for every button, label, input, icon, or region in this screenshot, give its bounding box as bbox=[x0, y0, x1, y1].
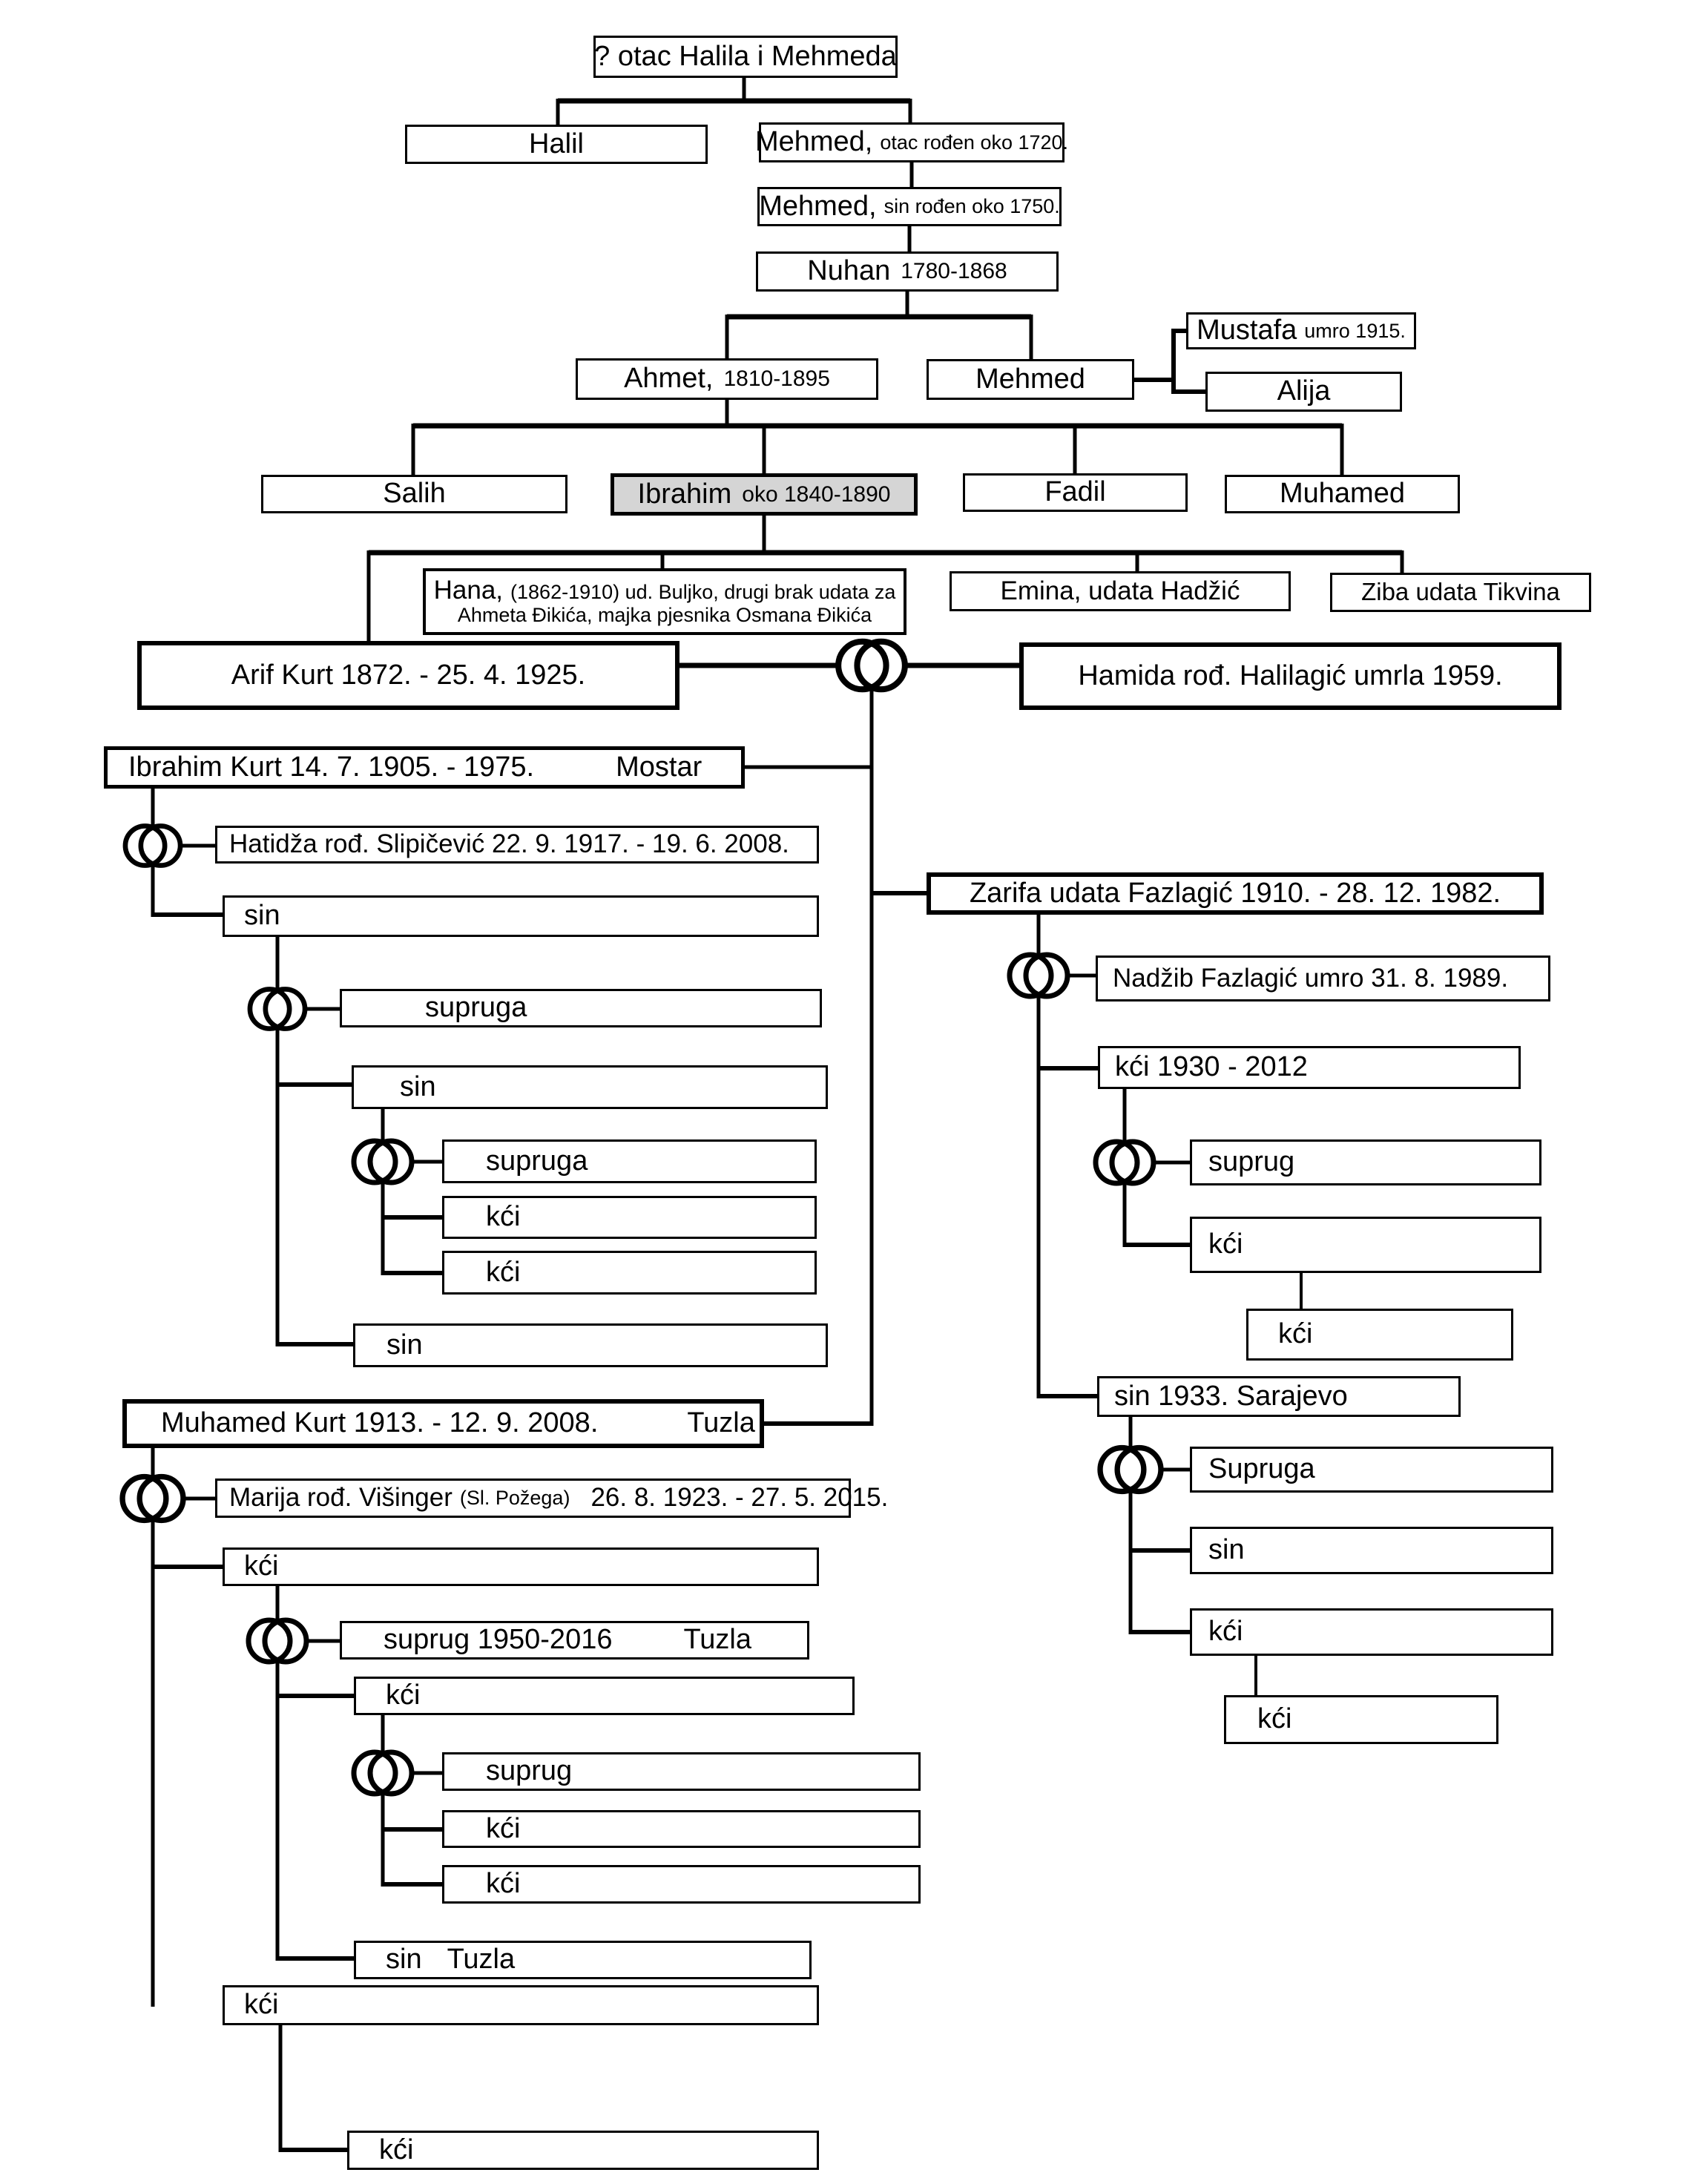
marriage-rings-icon bbox=[1096, 1142, 1154, 1183]
person-nuhan bbox=[756, 251, 1059, 292]
person-name: Mustafa bbox=[1197, 315, 1297, 346]
person-label: kći bbox=[1208, 1616, 1243, 1648]
person-label: Salih bbox=[383, 478, 446, 510]
person-halil bbox=[405, 125, 708, 164]
person-label: Zarifa udata Fazlagić 1910. - 28. 12. 1982. bbox=[969, 877, 1501, 909]
person-mehmed-sin bbox=[757, 187, 1062, 226]
person-zarifa bbox=[927, 872, 1544, 915]
person-kci-a bbox=[442, 1196, 817, 1239]
person-label: kći bbox=[1257, 1703, 1292, 1735]
person-detail: otac rođen oko 1720. bbox=[880, 131, 1069, 154]
person-name: Mehmed, bbox=[754, 126, 873, 158]
person-label: sin 1933. Sarajevo bbox=[1114, 1380, 1348, 1412]
person-ahmet bbox=[576, 358, 878, 400]
person-label: kći 1930 - 2012 bbox=[1115, 1051, 1308, 1083]
person-supruga-2 bbox=[442, 1139, 817, 1183]
marriage-rings-icon bbox=[354, 1141, 412, 1183]
person-label: kći bbox=[386, 1680, 421, 1711]
person-sin-2 bbox=[352, 1065, 828, 1109]
marriage-rings-icon bbox=[1100, 1448, 1161, 1492]
person-sin-1 bbox=[223, 895, 819, 937]
person-label: kći bbox=[379, 2134, 414, 2165]
person-nadzib bbox=[1096, 956, 1550, 1001]
person-label: sin bbox=[1208, 1534, 1245, 1566]
person-label: kći bbox=[486, 1868, 521, 1900]
person-kci-r2 bbox=[1190, 1608, 1553, 1656]
person-hamida bbox=[1019, 642, 1562, 710]
person-supruga-1 bbox=[340, 989, 822, 1027]
person-place: Tuzla bbox=[683, 1624, 751, 1656]
person-suprug-r bbox=[1190, 1139, 1541, 1185]
person-detail: (1862-1910) ud. Buljko, drugi brak udata za bbox=[510, 581, 896, 604]
person-label: kći bbox=[244, 1550, 279, 1582]
person-place: Mostar bbox=[616, 751, 702, 783]
person-kci-r bbox=[1190, 1217, 1541, 1273]
person-label: Ziba udata Tikvina bbox=[1361, 578, 1560, 606]
person-muhamed-kurt bbox=[122, 1399, 764, 1448]
person-label: sin bbox=[244, 900, 280, 932]
person-label: Fadil bbox=[1044, 476, 1106, 508]
person-mehmed-otac bbox=[754, 122, 1069, 162]
person-kci-b bbox=[442, 1251, 817, 1295]
person-suprug-tuzla bbox=[340, 1621, 809, 1660]
person-emina bbox=[950, 571, 1291, 611]
person-kci-1930 bbox=[1098, 1046, 1521, 1089]
person-marija bbox=[215, 1479, 889, 1518]
person-kci-d bbox=[442, 1865, 921, 1904]
person-supruga-r bbox=[1190, 1447, 1553, 1493]
person-name: Hana, bbox=[433, 576, 504, 605]
person-kci-r2-kci bbox=[1224, 1695, 1498, 1744]
person-kci-mk1 bbox=[223, 1547, 819, 1586]
person-label: Muhamed bbox=[1280, 478, 1405, 510]
person-muhamed bbox=[1225, 475, 1460, 513]
person-kci-r-kci bbox=[1246, 1309, 1513, 1361]
person-name: Nuhan bbox=[807, 255, 891, 287]
marriage-rings-icon bbox=[122, 1477, 183, 1521]
person-label: Arif Kurt 1872. - 25. 4. 1925. bbox=[231, 659, 586, 691]
person-arif-kurt bbox=[137, 641, 679, 710]
person-name: suprug 1950-2016 bbox=[384, 1624, 613, 1656]
person-label: Alija bbox=[1277, 375, 1331, 407]
person-label: kći bbox=[1278, 1318, 1313, 1350]
person-fadil bbox=[963, 473, 1188, 512]
person-label: supruga bbox=[486, 1145, 588, 1177]
person-kci-mk2a bbox=[347, 2131, 819, 2170]
person-detail: umro 1915. bbox=[1304, 319, 1406, 342]
person-sin-r bbox=[1190, 1527, 1553, 1574]
person-suprug-2 bbox=[442, 1752, 921, 1791]
person-label: kći bbox=[244, 1989, 279, 2021]
person-salih bbox=[261, 475, 567, 513]
person-sin-1933 bbox=[1097, 1376, 1461, 1417]
person-ziba bbox=[1330, 573, 1591, 612]
person-text bbox=[434, 577, 896, 625]
person-alija bbox=[1205, 372, 1402, 412]
person-name: Ibrahim Kurt 14. 7. 1905. - 1975. bbox=[128, 751, 535, 783]
person-dates: 26. 8. 1923. - 27. 5. 2015. bbox=[590, 1483, 889, 1513]
person-mehmed-2 bbox=[927, 359, 1134, 400]
person-label: sin bbox=[386, 1329, 423, 1361]
person-label: supruga bbox=[425, 992, 527, 1024]
marriage-rings-icon bbox=[125, 826, 180, 865]
person-detail-line2: Ahmeta Đikića, majka pjesnika Osmana Đikića bbox=[457, 604, 872, 627]
person-label: kći bbox=[486, 1256, 521, 1288]
person-root-unknown-father bbox=[593, 36, 898, 78]
person-detail: 1780-1868 bbox=[901, 259, 1007, 284]
person-label: sin bbox=[400, 1070, 436, 1102]
person-sin-3 bbox=[353, 1323, 828, 1367]
person-sin-tuzla bbox=[354, 1941, 812, 1979]
person-detail: (Sl. Požega) bbox=[459, 1487, 570, 1510]
person-label: ? otac Halila i Mehmeda bbox=[594, 40, 897, 72]
person-ibrahim-kurt bbox=[104, 746, 745, 789]
person-label: Hatidža rođ. Slipičević 22. 9. 1917. - 19. 6. 2008. bbox=[229, 829, 789, 859]
person-label: Halil bbox=[529, 128, 584, 159]
person-detail: 1810-1895 bbox=[723, 366, 830, 392]
person-name: sin bbox=[386, 1944, 422, 1976]
person-kci-mk1a bbox=[354, 1677, 855, 1715]
person-label: kći bbox=[486, 1201, 521, 1233]
person-hana bbox=[423, 568, 906, 635]
person-name: Ahmet, bbox=[624, 363, 714, 395]
marriage-rings-icon bbox=[1010, 955, 1067, 996]
person-label: Supruga bbox=[1208, 1453, 1315, 1485]
person-label: Hamida rođ. Halilagić umrla 1959. bbox=[1078, 660, 1503, 691]
person-label: kći bbox=[1208, 1228, 1243, 1260]
person-name: Muhamed Kurt 1913. - 12. 9. 2008. bbox=[161, 1407, 599, 1439]
person-label: suprug bbox=[1208, 1146, 1295, 1178]
marriage-rings-icon bbox=[250, 989, 305, 1028]
person-kci-c bbox=[442, 1810, 921, 1848]
marriage-rings-icon bbox=[838, 642, 905, 689]
marriage-rings-icon bbox=[354, 1752, 412, 1794]
person-name: Marija rođ. Višinger bbox=[229, 1483, 453, 1513]
person-hatidza bbox=[215, 826, 819, 864]
person-detail: oko 1840-1890 bbox=[742, 481, 891, 507]
person-label: suprug bbox=[486, 1755, 573, 1787]
person-ibrahim-highlighted bbox=[611, 473, 918, 516]
person-kci-mk2 bbox=[223, 1985, 819, 2025]
person-label: Emina, udata Hadžić bbox=[1000, 576, 1240, 605]
person-place: Tuzla bbox=[687, 1407, 755, 1439]
person-place: Tuzla bbox=[447, 1944, 516, 1976]
person-label: Nadžib Fazlagić umro 31. 8. 1989. bbox=[1113, 963, 1509, 993]
person-label: kći bbox=[486, 1812, 521, 1844]
person-detail: sin rođen oko 1750. bbox=[883, 195, 1060, 218]
person-name: Ibrahim bbox=[637, 478, 732, 510]
person-name: Mehmed, bbox=[759, 190, 877, 222]
person-mustafa bbox=[1186, 312, 1416, 349]
marriage-rings-icon bbox=[249, 1620, 306, 1662]
person-label: Mehmed bbox=[975, 363, 1085, 395]
